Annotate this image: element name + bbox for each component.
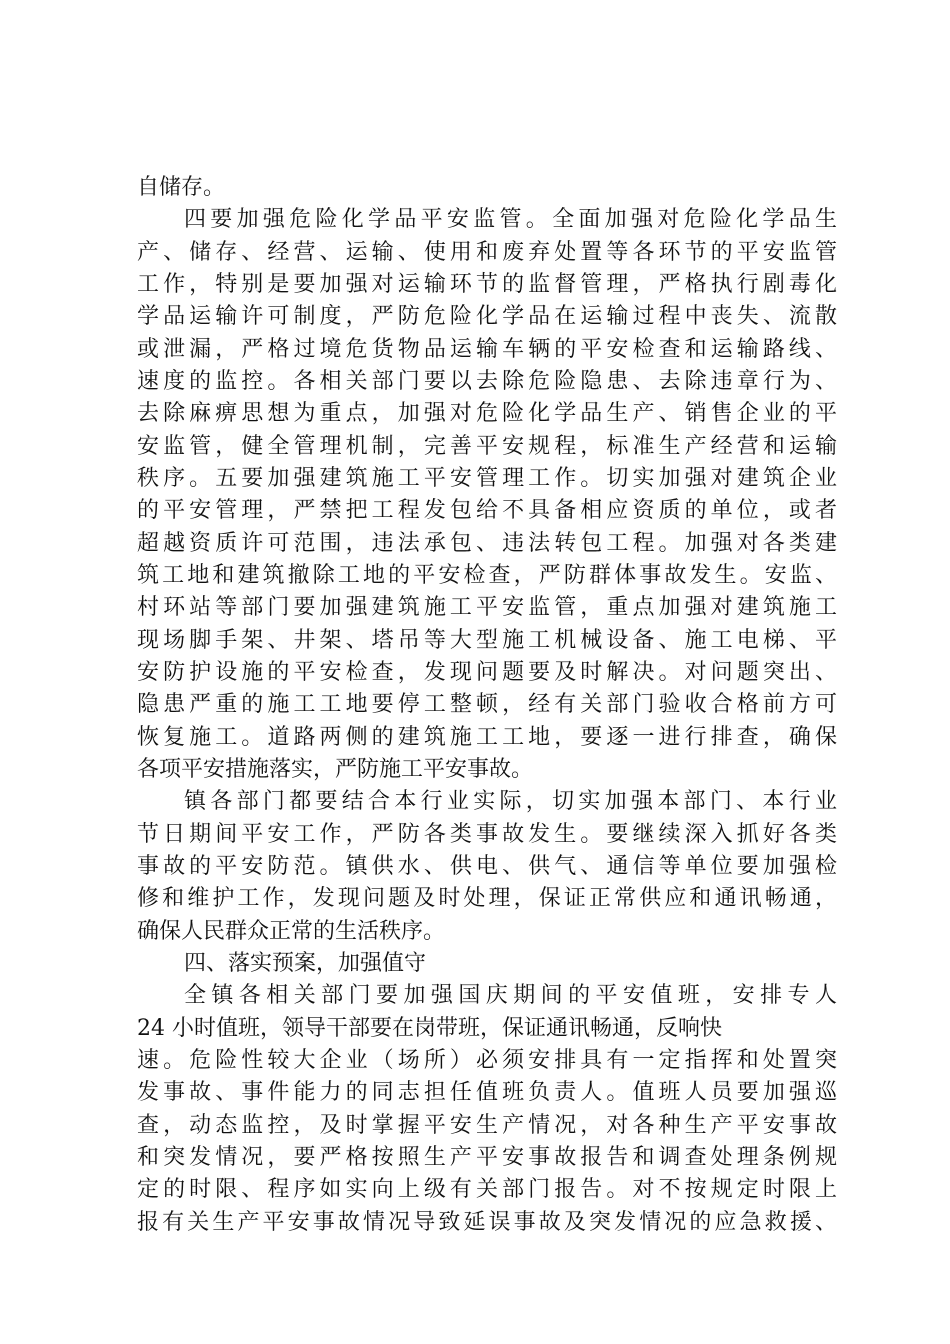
text-line: 的平安管理，严禁把工程发包给不具备相应资质的单位，或者	[137, 498, 837, 523]
text-line: 定的时限、程序如实向上级有关部门报告。对不按规定时限上	[137, 1177, 837, 1202]
text-line: 超越资质许可范围，违法承包、违法转包工程。加强对各类建	[137, 531, 837, 556]
text-line: 或泄漏，严格过境危货物品运输车辆的平安检查和运输路线、	[137, 337, 837, 362]
text-line: 四要加强危险化学品平安监管。全面加强对危险化学品生	[184, 207, 837, 232]
text-line: 节日期间平安工作，严防各类事故发生。要继续深入抓好各类	[137, 822, 837, 847]
text-line: 安防护设施的平安检查，发现问题要及时解决。对问题突出、	[137, 660, 837, 685]
text-line: 查，动态监控，及时掌握平安生产情况，对各种生产平安事故	[137, 1113, 837, 1138]
text-line: 全镇各相关部门要加强国庆期间的平安值班，安排专人	[184, 983, 837, 1008]
text-line: 发事故、事件能力的同志担任值班负责人。值班人员要加强巡	[137, 1080, 837, 1105]
text-line: 修和维护工作，发现问题及时处理，保证正常供应和通讯畅通，	[137, 886, 837, 911]
text-line: 报有关生产平安事故情况导致延误事故及突发情况的应急救援、	[137, 1210, 837, 1235]
text-line: 秩序。五要加强建筑施工平安管理工作。切实加强对建筑企业	[137, 466, 837, 491]
text-line: 产、储存、经营、运输、使用和废弃处置等各环节的平安监管	[137, 240, 837, 265]
text-line: 自储存。	[137, 175, 226, 200]
text-line: 村环站等部门要加强建筑施工平安监管，重点加强对建筑施工	[137, 595, 837, 620]
text-line: 恢复施工。道路两侧的建筑施工工地，要逐一进行排查，确保	[137, 725, 837, 750]
text-line: 确保人民群众正常的生活秩序。	[137, 919, 446, 944]
text-line: 各项平安措施落实，严防施工平安事故。	[137, 757, 534, 782]
text-line: 筑工地和建筑撤除工地的平安检查，严防群体事故发生。安监、	[137, 563, 837, 588]
section-heading: 四、落实预案，加强值守	[184, 951, 427, 976]
text-line: 事故的平安防范。镇供水、供电、供气、通信等单位要加强检	[137, 854, 837, 879]
text-line: 学品运输许可制度，严防危险化学品在运输过程中丧失、流散	[137, 304, 837, 329]
text-line: 速。危险性较大企业（场所）必须安排具有一定指挥和处置突	[137, 1048, 837, 1073]
text-line: 24 小时值班，领导干部要在岗带班，保证通讯畅通，反响快	[137, 1016, 722, 1041]
text-line: 和突发情况，要严格按照生产平安事故报告和调查处理条例规	[137, 1145, 837, 1170]
text-line: 隐患严重的施工工地要停工整顿，经有关部门验收合格前方可	[137, 692, 837, 717]
text-line: 工作，特别是要加强对运输环节的监督管理，严格执行剧毒化	[137, 272, 837, 297]
text-line: 现场脚手架、井架、塔吊等大型施工机械设备、施工电梯、平	[137, 628, 837, 653]
text-line: 安监管，健全管理机制，完善平安规程，标准生产经营和运输	[137, 434, 837, 459]
text-line: 去除麻痹思想为重点，加强对危险化学品生产、销售企业的平	[137, 401, 837, 426]
text-line: 速度的监控。各相关部门要以去除危险隐患、去除违章行为、	[137, 369, 837, 394]
text-line: 镇各部门都要结合本行业实际，切实加强本部门、本行业	[184, 789, 837, 814]
